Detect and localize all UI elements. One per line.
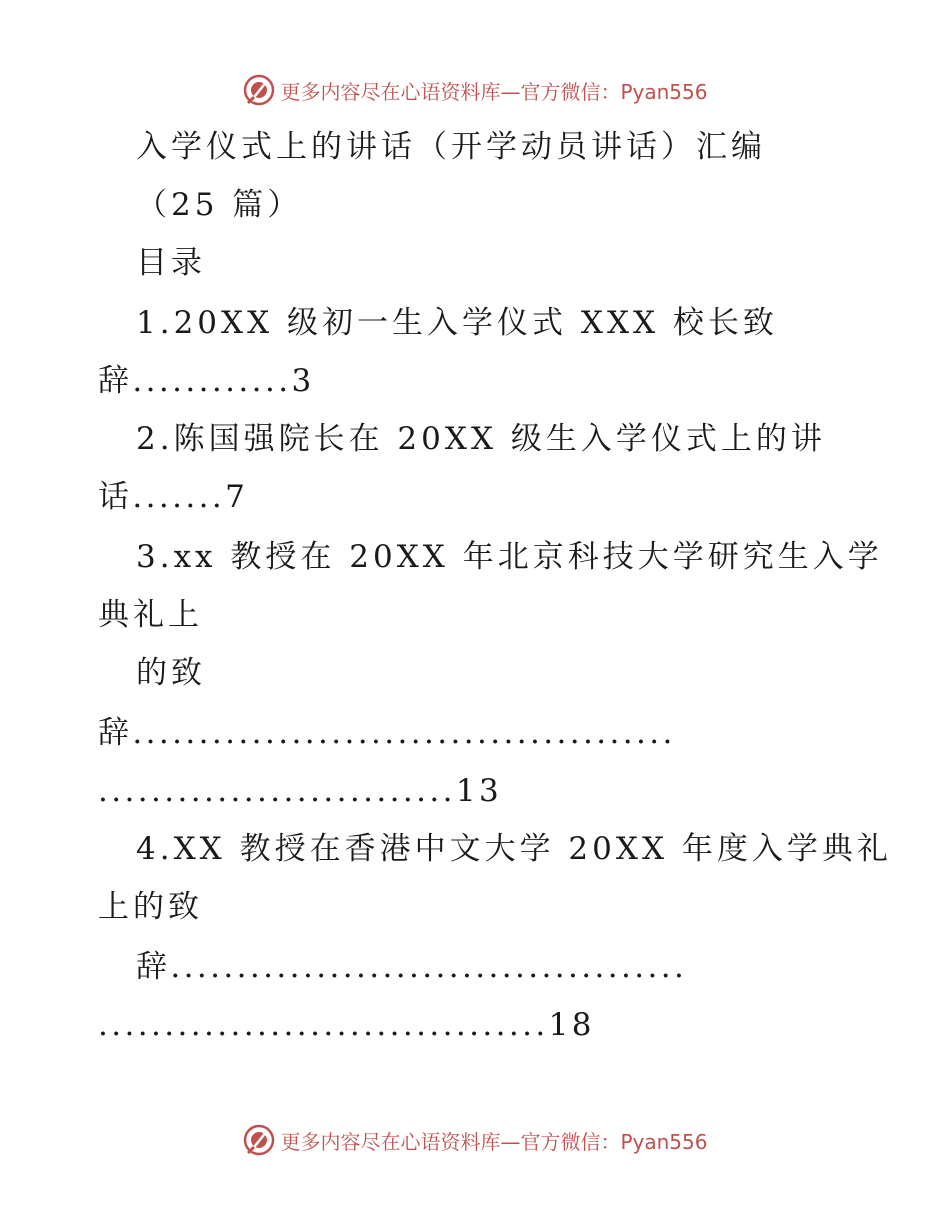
document-title: 入学仪式上的讲话（开学动员讲话）汇编 (136, 129, 766, 165)
toc-item-3-title-cont2[interactable]: 的致 (136, 655, 206, 691)
toc-item-4-title-cont[interactable]: 上的致 (98, 889, 203, 925)
toc-item-2-page[interactable]: 话.......7 (98, 479, 249, 515)
toc-item-4-title[interactable]: 4.XX 教授在香港中文大学 20XX 年度入学典礼 (136, 831, 892, 867)
toc-item-2-title[interactable]: 2.陈国强院长在 20XX 级生入学仪式上的讲 (136, 421, 826, 457)
toc-item-4-dots[interactable]: 辞....................................... (136, 949, 688, 985)
footer-watermark-banner (0, 1120, 950, 1160)
toc-heading: 目录 (136, 245, 206, 281)
toc-item-1-title[interactable]: 1.20XX 级初一生入学仪式 XXX 校长致 (136, 305, 778, 341)
toc-item-3-title-cont[interactable]: 典礼上 (98, 597, 203, 633)
toc-item-4-page[interactable]: ..................................18 (98, 1007, 595, 1043)
banner-text: 更多内容尽在心语资料库—官方微信：Pyan556 (280, 79, 708, 104)
header-watermark-banner (0, 70, 950, 110)
toc-item-3-dots[interactable]: 辞......................................... (98, 715, 676, 751)
pen-logo-icon (242, 73, 276, 107)
banner-text: 更多内容尽在心语资料库—官方微信：Pyan556 (280, 1129, 708, 1154)
document-title-count: （25 篇） (136, 187, 303, 223)
toc-item-1-page[interactable]: 辞............3 (98, 363, 315, 399)
pen-logo-icon (242, 1123, 276, 1157)
toc-item-3-page[interactable]: ...........................13 (98, 773, 503, 809)
toc-item-3-title[interactable]: 3.xx 教授在 20XX 年北京科技大学研究生入学 (136, 539, 883, 575)
